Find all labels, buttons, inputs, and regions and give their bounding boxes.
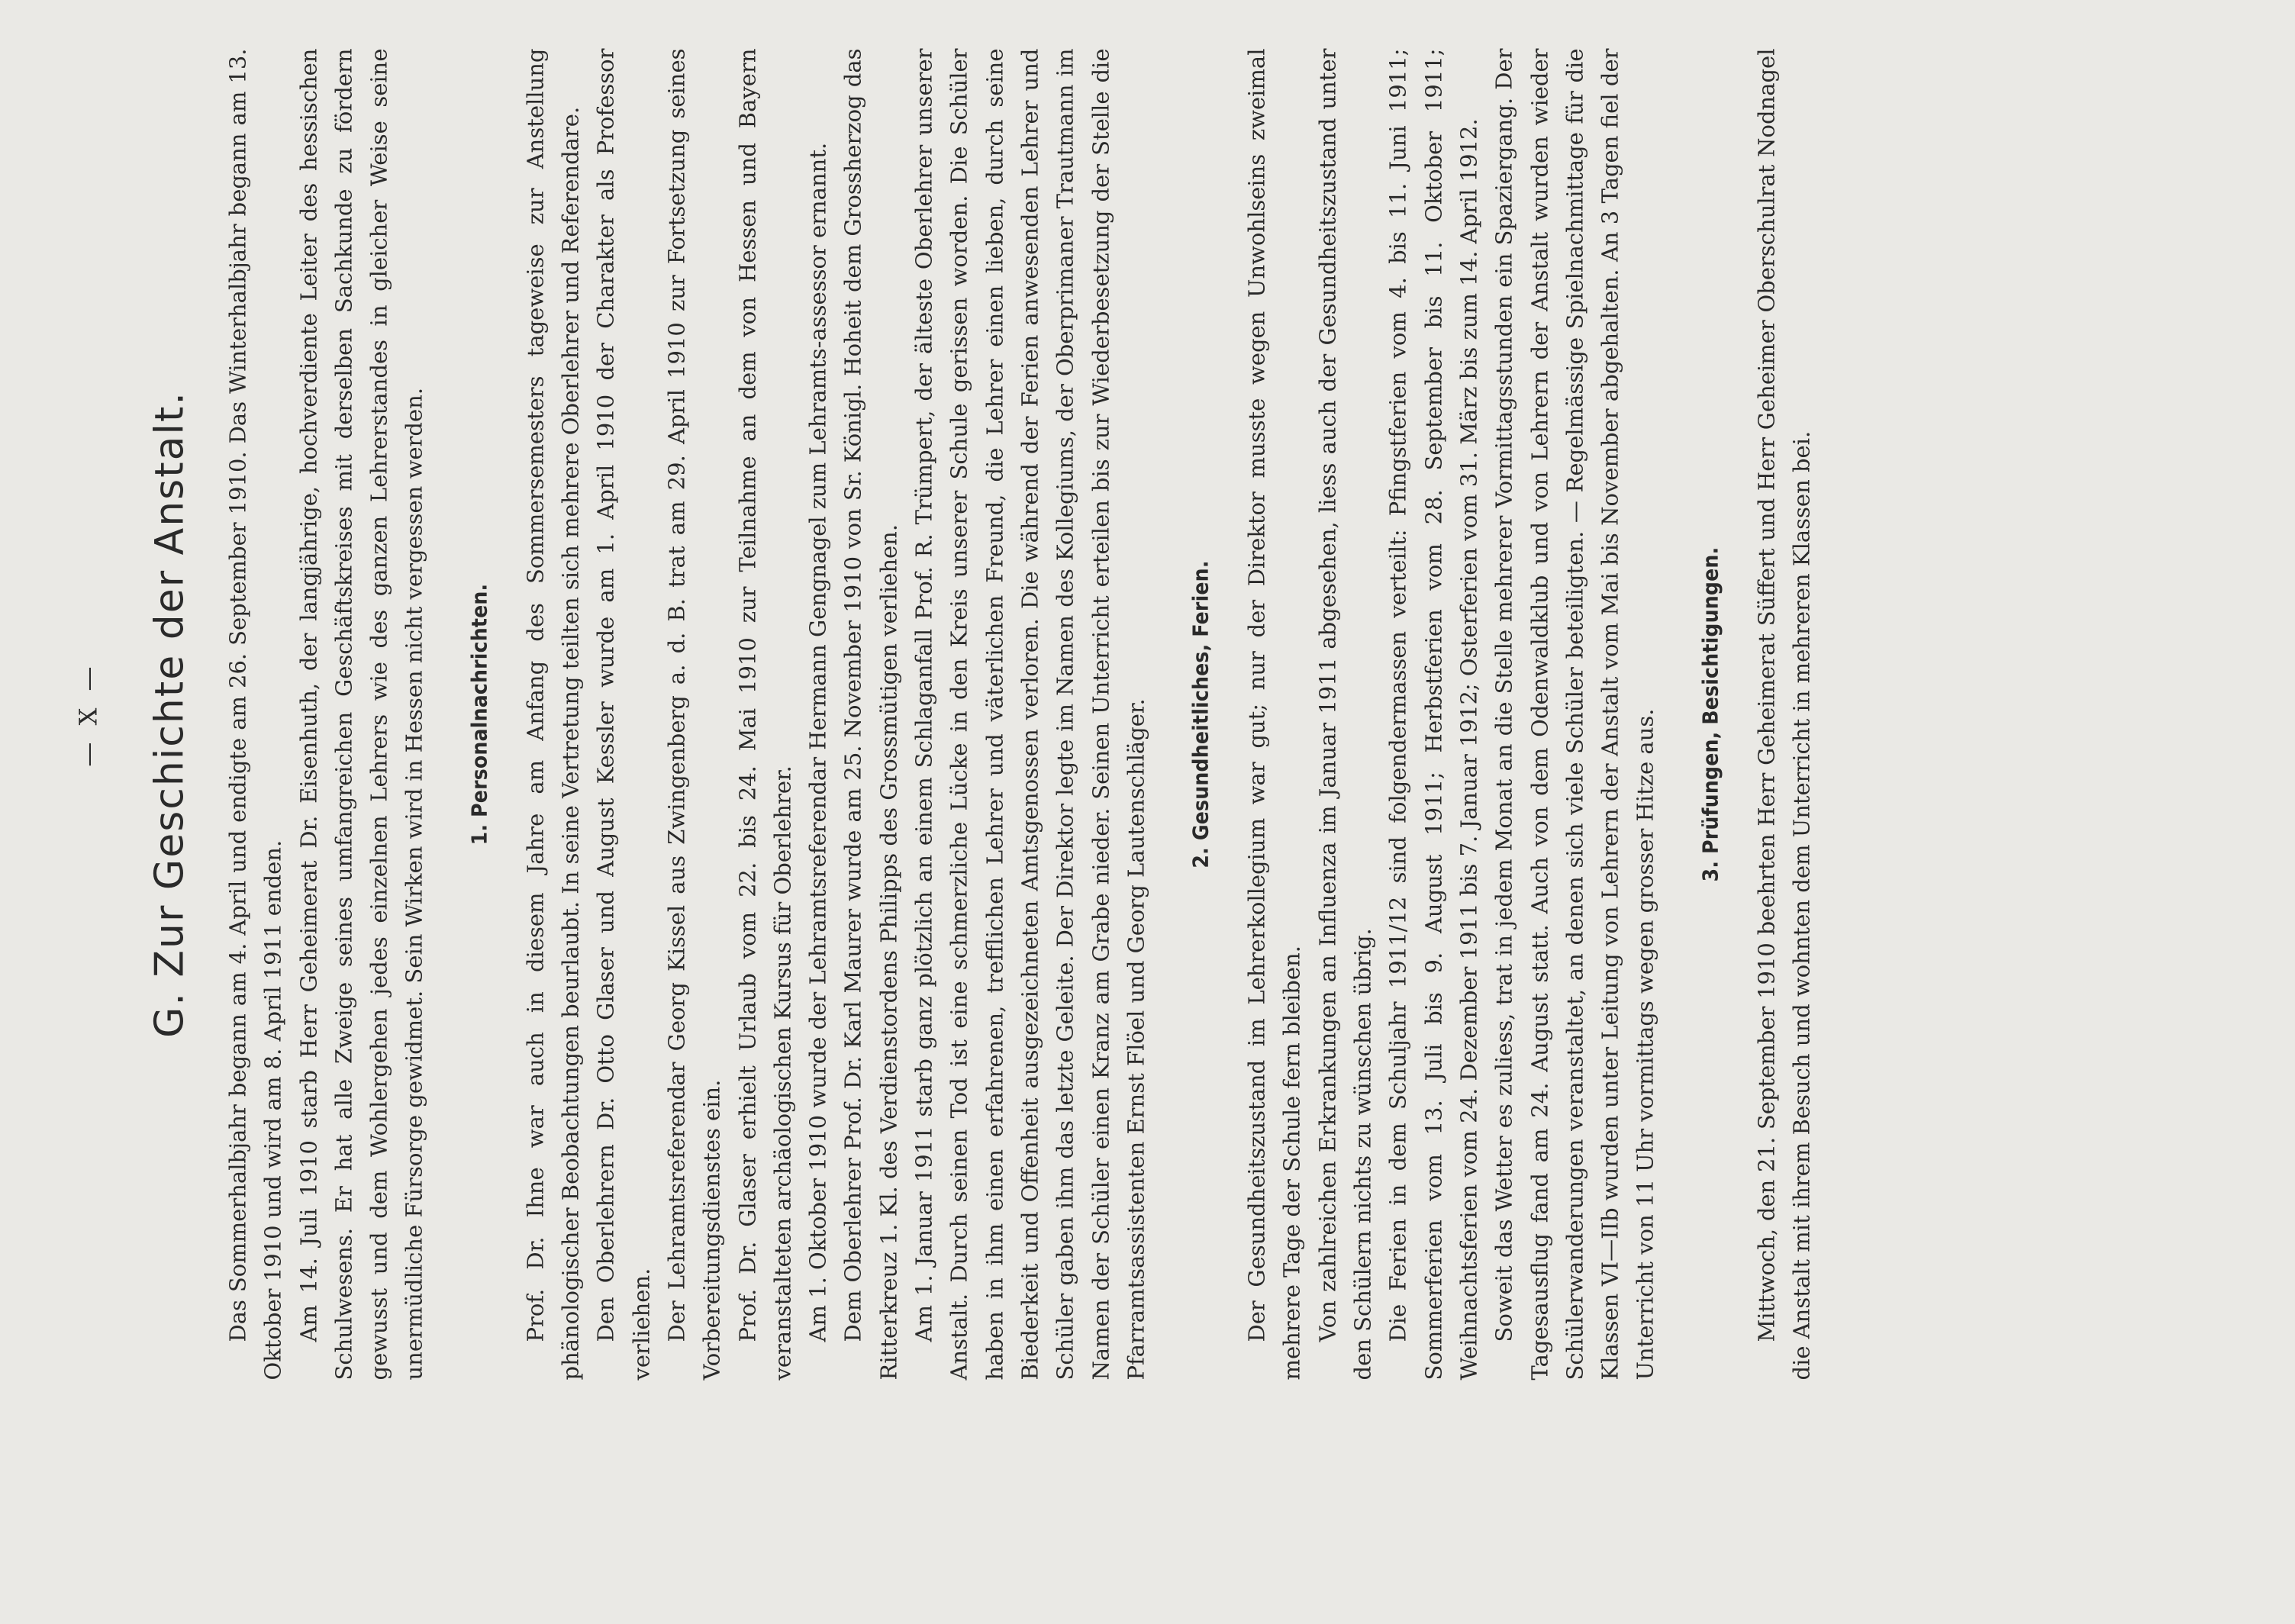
section-paragraph: Den Oberlehrern Dr. Otto Glaser und August Kessler wurde am 1. April 1910 der Charakter als Professor verliehen. <box>592 48 654 1380</box>
section-title: Personalnachrichten. <box>466 583 492 817</box>
intro-paragraph: Das Sommerhalbjahr begann am 4. April und endigte am 26. September 1910. Das Winterhalbjahr begann am 13. Oktober 1910 und wird am 8. April 1911 enden. <box>224 48 286 1380</box>
section-paragraph: Die Ferien in dem Schuljahr 1911/12 sind folgendermassen verteilt: Pfingstferien vom 4. bis 11. Juni 1911; Sommerferien vom 13. Juli bis 9. August 1911; Herbstferien vom 28. September bis 11. Oktober 1911; Weihnachtsferien vom 24. Dezember 1911 bis 7. Januar 1912; Osterferien vom 31. März bis zum 14. April 1912. <box>1384 48 1481 1380</box>
section-paragraph: Prof. Dr. Ihne war auch in diesem Jahre am Anfang des Sommersemesters tageweise zur Anstellung phänologischer Beobachtungen beurlaubt. In seine Vertretung teilten sich mehrere Oberlehrer und Referendare. <box>521 48 584 1380</box>
section-paragraph: Der Lehramtsreferendar Georg Kissel aus Zwingenberg a. d. B. trat am 29. April 1910 zur Fortsetzung seines Vorbereitungsdienstes ein. <box>662 48 725 1380</box>
section-number: 1. <box>466 823 492 845</box>
section-paragraph: Mittwoch, den 21. September 1910 beehrten Herr Geheimerat Süffert und Herr Geheimer Oberschulrat Nodnagel die Anstalt mit ihrem Besuch und wohnten dem Unterricht in mehreren Klassen bei. <box>1752 48 1814 1380</box>
chapter-title: G. Zur Geschichte der Anstalt. <box>147 390 192 1038</box>
page-content <box>73 48 1819 1380</box>
section-number: 2. <box>1188 846 1214 868</box>
section-paragraph: Von zahlreichen Erkrankungen an Influenza im Januar 1911 abgesehen, liess auch der Gesundheitszustand unter den Schülern nichts zu wünschen übrig. <box>1314 48 1376 1380</box>
section-paragraph: Am 1. Januar 1911 starb ganz plötzlich an einem Schlaganfall Prof. R. Trümpert, der älteste Oberlehrer unserer Anstalt. Durch seinen Tod ist eine schmerzliche Lücke in den Kreis unserer Schule gerissen worden. Die Schüler haben in ihm einen erfahrenen, trefflichen Lehrer und väterlichen Freund, die Lehrer einen lieben, durch seine Biederkeit und Offenheit ausgezeichneten Amtsgenossen verloren. Die während der Ferien anwesenden Lehrer und Schüler gaben ihm das letzte Geleite. Der Direktor legte im Namen des Kollegiums, der Oberprimaner Trautmann im Namen der Schüler einen Kranz am Grabe nieder. Seinen Unterricht erteilen bis zur Wiederbesetzung der Stelle die Pfarramtsassistenten Ernst Flöel und Georg Lautenschläger. <box>911 48 1149 1380</box>
section-paragraph: Soweit das Wetter es zuliess, trat in jedem Monat an die Stelle mehrerer Vormittagsstunden ein Spaziergang. Der Tagesausflug fand am 24. August statt. Auch von dem Odenwaldklub und von Lehrern der Anstalt wurden wieder Schülerwanderungen veranstaltet, an denen sich viele Schüler beteiligten. — Regelmässige Spielnachmittage für die Klassen VI—IIb wurden unter Leitung von Lehrern der Anstalt vom Mai bis November abgehalten. An 3 Tagen fiel der Unterricht von 11 Uhr vormittags wegen grosser Hitze aus. <box>1491 48 1658 1380</box>
section-heading-personalnachrichten <box>464 48 495 1380</box>
section-heading-gesundheitliches <box>1185 48 1216 1380</box>
section-title: Prüfungen, Besichtigungen. <box>1697 546 1723 854</box>
section-title: Gesundheitliches, Ferien. <box>1188 559 1214 840</box>
intro-paragraph: Am 14. Juli 1910 starb Herr Geheimerat Dr. Eisenhuth, der langjährige, hochverdiente Leiter des hessischen Schulwesens. Er hat alle Zweige seines umfangreichen Geschäftskreises mit derselben Sachkunde zu fördern gewusst und dem Wohlergehen jedes einzelnen Lehrers wie des ganzen Lehrerstandes in gleicher Weise seine unermüdliche Fürsorge gewidmet. Sein Wirken wird in Hessen nicht vergessen werden. <box>295 48 427 1380</box>
section-number: 3. <box>1697 860 1723 881</box>
page-number: — X — <box>73 661 102 767</box>
section-paragraph: Prof. Dr. Glaser erhielt Urlaub vom 22. bis 24. Mai 1910 zur Teilnahme an dem von Hessen und Bayern veranstalteten archäologischen Kursus für Oberlehrer. <box>733 48 795 1380</box>
section-heading-pruefungen <box>1695 48 1726 1380</box>
section-paragraph: Der Gesundheitszustand im Lehrerkollegium war gut; nur der Direktor musste wegen Unwohlseins zweimal mehrere Tage der Schule fern bleiben. <box>1243 48 1305 1380</box>
section-paragraph: Am 1. Oktober 1910 wurde der Lehramtsreferendar Hermann Gengnagel zum Lehramts-assessor ernannt. <box>804 142 831 1342</box>
section-paragraph: Dem Oberlehrer Prof. Dr. Karl Maurer wurde am 25. November 1910 von Sr. Königl. Hoheit dem Grossherzog das Ritterkreuz 1. Kl. des Verdienstordens Philipps des Grossmütigen verliehen. <box>840 48 901 1380</box>
